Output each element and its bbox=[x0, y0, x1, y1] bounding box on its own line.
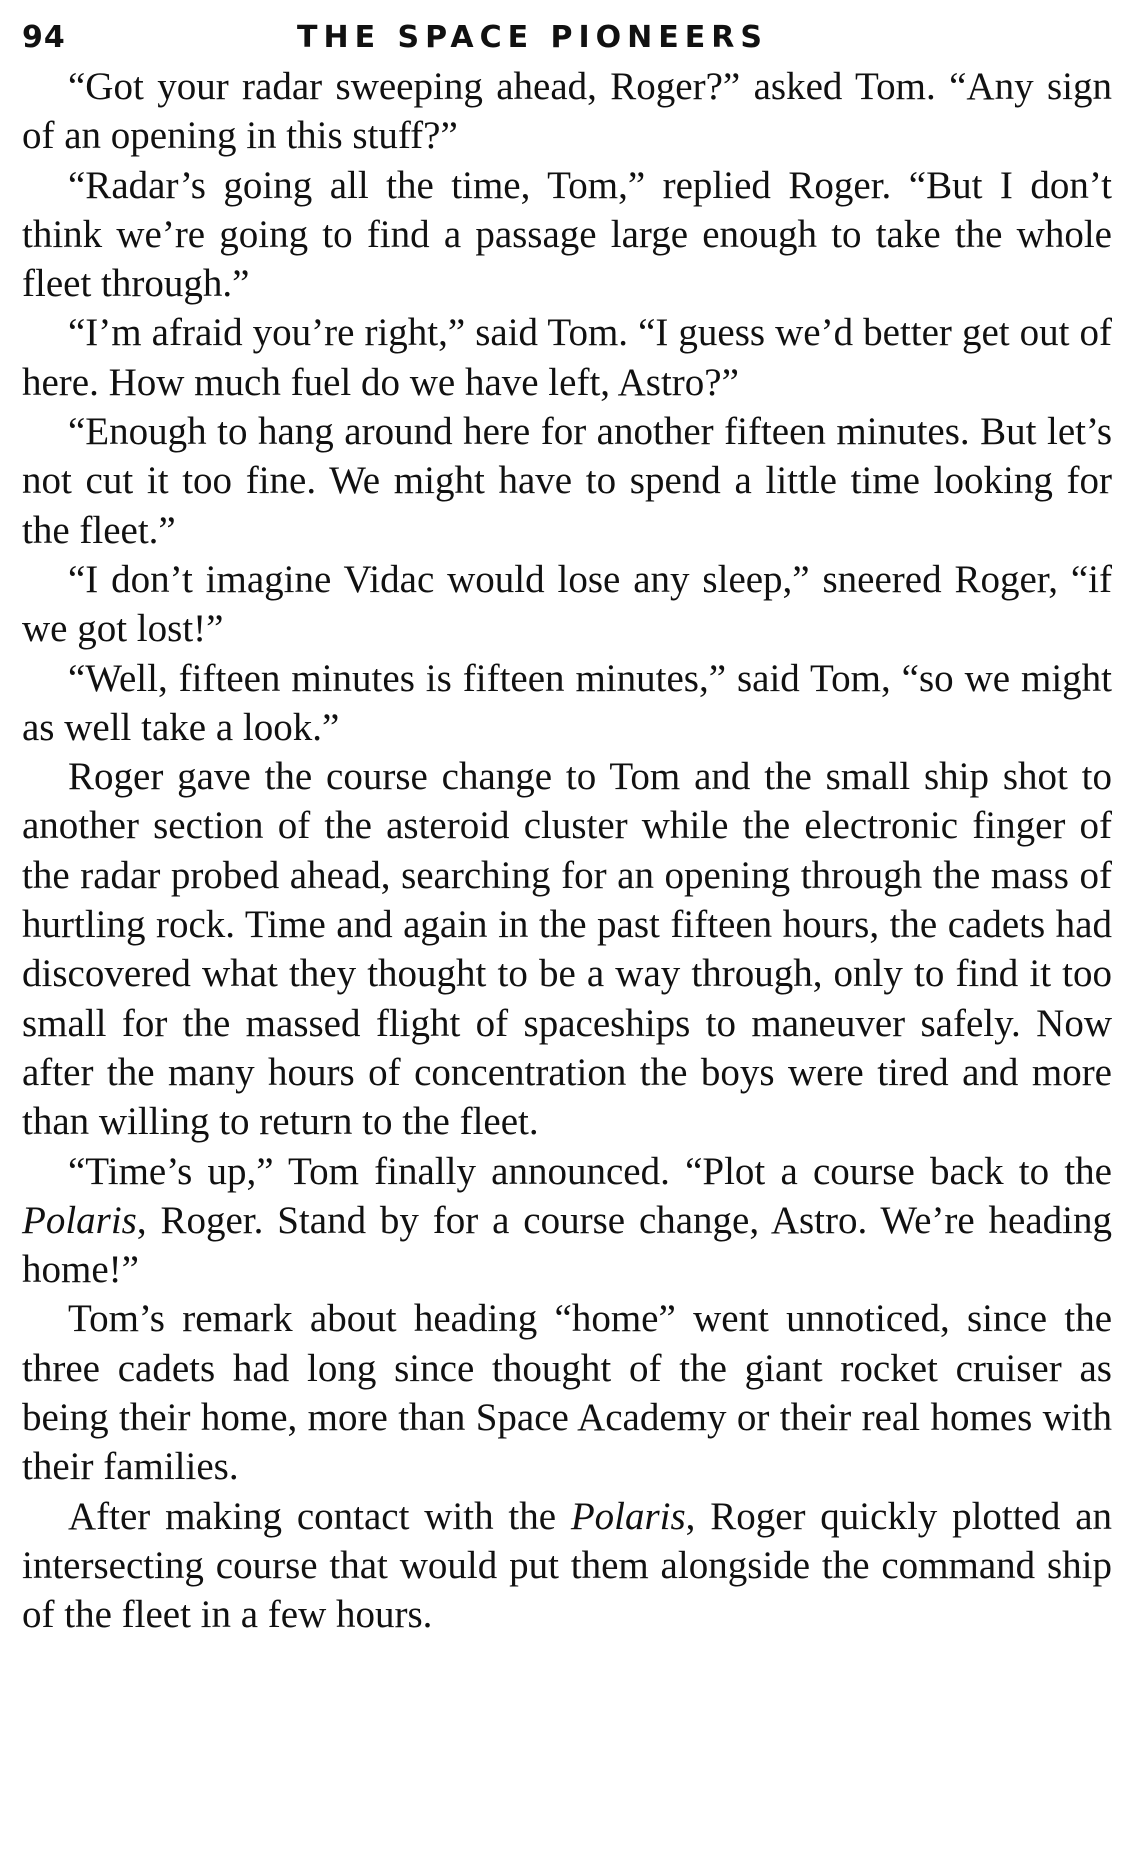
paragraph bbox=[22, 555, 1112, 654]
paragraph-text: “Enough to hang around here for another fifteen minutes. But let’s not cut it too fine. We might have to spend a little time looking for the fleet.” bbox=[22, 410, 1112, 552]
ship-name-italic: Polaris bbox=[22, 1198, 137, 1242]
paragraph-text: “Time’s up,” Tom finally announced. “Plot a course back to the bbox=[68, 1149, 1112, 1193]
paragraph-text: “I’m afraid you’re right,” said Tom. “I guess we’d better get out of here. How much fuel do we have left, Astro?” bbox=[22, 311, 1112, 404]
paragraph bbox=[22, 1294, 1112, 1491]
paragraph-text: , Roger. Stand by for a course change, Astro. We’re heading home!” bbox=[22, 1198, 1112, 1292]
paragraph-text: Roger gave the course change to Tom and the small ship shot to another section of the asteroid cluster while the electronic finger of the radar probed ahead, searching for an opening through the mass of hurtling rock. Time and again in the past fifteen hours, the cadets had discovered what they thought to be a way through, only to find it too small for the massed flight of spaceships to maneuver safely. Now after the many hours of concentration the boys were tired and more than willing to return to the fleet. bbox=[22, 755, 1112, 1144]
paragraph bbox=[22, 62, 1112, 161]
body-text bbox=[22, 62, 1112, 1640]
paragraph bbox=[22, 752, 1112, 1146]
paragraph-text: Tom’s remark about heading “home” went unnoticed, since the three cadets had long since thought of the giant rocket cruiser as being their home, more than Space Academy or their real homes with their families. bbox=[22, 1297, 1112, 1489]
paragraph-text: After making contact with the bbox=[68, 1494, 571, 1538]
ship-name-italic: Polaris bbox=[570, 1494, 686, 1538]
paragraph bbox=[22, 407, 1112, 555]
paragraph-text: “Got your radar sweeping ahead, Roger?” asked Tom. “Any sign of an opening in this stuff?” bbox=[22, 65, 1112, 158]
book-page bbox=[22, 14, 1112, 1640]
paragraph bbox=[22, 654, 1112, 753]
paragraph-text: “Well, fifteen minutes is fifteen minutes,” said Tom, “so we might as well take a look.” bbox=[22, 656, 1112, 749]
paragraph-text: “Radar’s going all the time, Tom,” replied Roger. “But I don’t think we’re going to find a passage large enough to take the whole fleet through.” bbox=[22, 163, 1112, 306]
page-number: 94 bbox=[22, 20, 66, 55]
book-title: THE SPACE PIONEERS bbox=[297, 20, 768, 55]
paragraph bbox=[22, 308, 1112, 407]
paragraph bbox=[22, 1147, 1112, 1295]
paragraph-text: “I don’t imagine Vidac would lose any sleep,” sneered Roger, “if we got lost!” bbox=[22, 557, 1112, 651]
paragraph bbox=[22, 1492, 1112, 1640]
paragraph-text: , Roger quickly plotted an intersecting course that would put them alongside the command ship of the fleet in a few hours. bbox=[22, 1494, 1112, 1637]
running-head bbox=[22, 14, 1112, 62]
paragraph bbox=[22, 161, 1112, 309]
